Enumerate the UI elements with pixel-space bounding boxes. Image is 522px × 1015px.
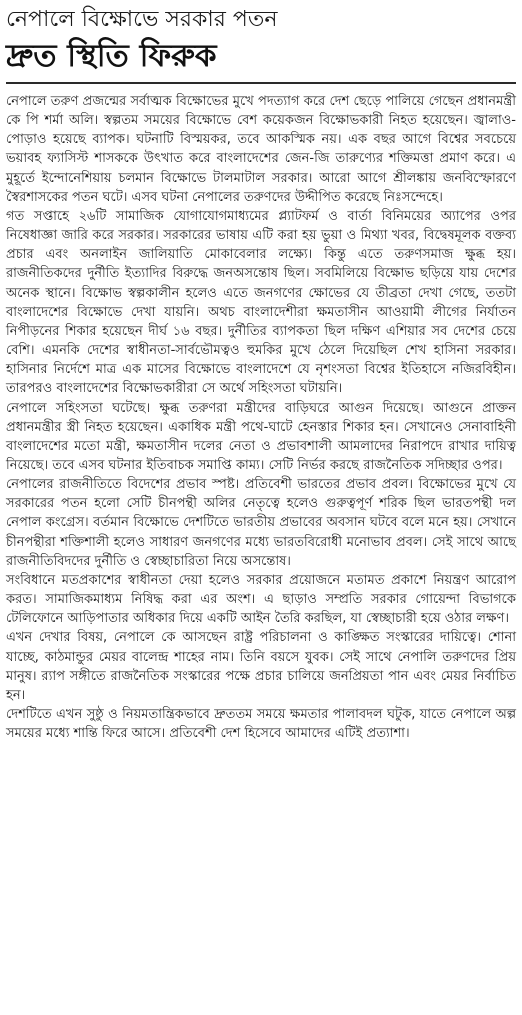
editorial-article	[6, 6, 516, 743]
article-paragraph-7: দেশটিতে এখন সুষ্ঠু ও নিয়মতান্ত্রিকভাবে দ্রুততম সময়ে ক্ষমতার পালাবদল ঘটুক, যাতে নেপালে অল্প সময়ের মধ্যে শান্তি ফিরে আসে। প্রতিবেশী দেশ হিসেবে আমাদের এটিই প্রত্যাশা।	[6, 707, 516, 742]
article-paragraph-4: নেপালের রাজনীতিতে বিদেশের প্রভাব স্পষ্ট। প্রতিবেশী ভারতের প্রভাব প্রবল। বিক্ষোভের মুখে যে সরকারের পতন হলো সেটি চীনপন্থী অলির নেতৃত্বে হলেও গুরুত্বপূর্ণ শরিক ছিল ভারতপন্থী দল নেপাল কংগ্রেস। বর্তমান বিক্ষোভে দেশটিতে ভারতীয় প্রভাবের অবসান ঘটবে বলে মনে হয়। সেখানে চীনপন্থীরা শক্তিশালী হলেও সাধারণ জনগণের মধ্যে ভারতবিরোধী মনোভাব প্রবল। সেই সাথে আছে রাজনীতিবিদদের দুর্নীতি ও স্বেচ্ছাচারিতা নিয়ে অসন্তোষ।	[6, 477, 516, 569]
article-paragraph-1: নেপালে তরুণ প্রজন্মের সর্বাত্মক বিক্ষোভের মুখে পদত্যাগ করে দেশ ছেড়ে পালিয়ে গেছেন প্রধানমন্ত্রী কে পি শর্মা অলি। স্বল্পতম সময়ের বিক্ষোভে বেশ কয়েকজন বিক্ষোভকারী নিহত হয়েছেন। জ্বালাও-পোড়াও হয়েছে ব্যাপক। ঘটনাটি বিস্ময়কর, তবে আকস্মিক নয়। এক বছর আগে বিশ্বের সবচেয়ে ভয়াবহ ফ্যাসিস্ট শাসককে উৎখাত করে বাংলাদেশের জেন-জি তারুণ্যের শক্তিমত্তা প্রমাণ করে। এ মুহূর্তে ইন্দোনেশিয়ায় চলমান বিক্ষোভে টালমাটাল সরকার। আরো আগে শ্রীলঙ্কায় জনবিস্ফোরণে স্বৈরশাসকের পতন ঘটে। এসব ঘটনা নেপালের তরুণদের উদ্দীপিত করেছে নিঃসন্দেহে।	[6, 94, 516, 205]
article-headline: দ্রুত স্থিতি ফিরুক	[6, 38, 217, 74]
article-paragraph-2: গত সপ্তাহে ২৬টি সামাজিক যোগাযোগমাধ্যমের প্ল্যাটফর্ম ও বার্তা বিনিময়ের অ্যাপের ওপর নিষেধাজ্ঞা জারি করে সরকার। সরকারের ভাষায় এটি করা হয় ভুয়া ও মিথ্যা খবর, বিদ্বেষমূলক বক্তব্য প্রচার এবং অনলাইন জালিয়াতি মোকাবেলার লক্ষ্যে। কিন্তু এতে তরুণসমাজ ক্ষুব্ধ হয়। রাজনীতিকদের দুর্নীতি ইত্যাদির বিরুদ্ধে জনঅসন্তোষ ছিল। সবমিলিয়ে বিক্ষোভ ছড়িয়ে যায় দেশের অনেক স্থানে। বিক্ষোভ স্বল্পকালীন হলেও এতে জনগণের ক্ষোভের যে তীব্রতা দেখা গেছে, ততটা বাংলাদেশের বিক্ষোভে দেখা যায়নি। অথচ বাংলাদেশীরা ক্ষমতাসীন আওয়ামী লীগের নির্যাতন নিপীড়নের শিকার হয়েছেন দীর্ঘ ১৬ বছর। দুর্নীতির ব্যাপকতা ছিল দক্ষিণ এশিয়ার সব দেশের চেয়ে বেশি। এমনকি দেশের স্বাধীনতা-সার্বভৌমত্বও হুমকির মুখে ঠেলে দিয়েছিল শেখ হাসিনা সরকার। হাসিনার নির্দেশে মাত্র এক মাসের বিক্ষোভে বাংলাদেশে যে নৃশংসতা বিশ্বের ইতিহাসে নজিরবিহীন। তারপরও বাংলাদেশের বিক্ষোভকারীরা সে অর্থে সহিংসতা ঘটায়নি।	[6, 208, 516, 397]
article-paragraph-5: সংবিধানে মতপ্রকাশের স্বাধীনতা দেয়া হলেও সরকার প্রয়োজনে মতামত প্রকাশে নিয়ন্ত্রণ আরোপ করত। সামাজিকমাধ্যম নিষিদ্ধ করা এর অংশ। এ ছাড়াও সম্প্রতি সরকার গোয়েন্দা বিভাগকে টেলিফোনে আড়িপাতার অধিকার দিয়ে একটি আইন তৈরি করছিল, যা স্বেচ্ছাচারী হয়ে ওঠার লক্ষণ।	[6, 572, 516, 627]
article-paragraph-6: এখন দেখার বিষয়, নেপালে কে আসছেন রাষ্ট্র পরিচালনা ও কাঙ্ক্ষিত সংস্কারের দায়িত্বে। শোনা যাচ্ছে, কাঠমান্ডুর মেয়র বালেন্দ্র শাহের নাম। তিনি বয়সে যুবক। সেই সাথে নেপালি তরুণদের প্রিয় মানুষ। র‍্যাপ সঙ্গীতে রাজনৈতিক সংস্কারের পক্ষে প্রচার চালিয়ে জনপ্রিয়তা পান এবং মেয়র নির্বাচিত হন।	[6, 630, 516, 703]
article-body	[6, 92, 516, 743]
article-paragraph-3: নেপালে সহিংসতা ঘটেছে। ক্ষুব্ধ তরুণরা মন্ত্রীদের বাড়িঘরে আগুন দিয়েছে। আগুনে প্রাক্তন প্রধানমন্ত্রীর স্ত্রী নিহত হয়েছেন। একাধিক মন্ত্রী পথে-ঘাটে হেনস্তার শিকার হন। সেখানেও সেনাবাহিনী বাংলাদেশের মতো মন্ত্রী, ক্ষমতাসীন দলের নেতা ও প্রভাবশালী আমলাদের নিরাপদে রাখার দায়িত্ব নিয়েছে। তবে এসব ঘটনার ইতিবাচক সমাপ্তি কাম্য। সেটি নির্ভর করছে রাজনৈতিক সদিচ্ছার ওপর।	[6, 400, 516, 473]
headline-divider	[6, 82, 516, 84]
article-kicker: নেপালে বিক্ষোভে সরকার পতন	[6, 7, 278, 32]
